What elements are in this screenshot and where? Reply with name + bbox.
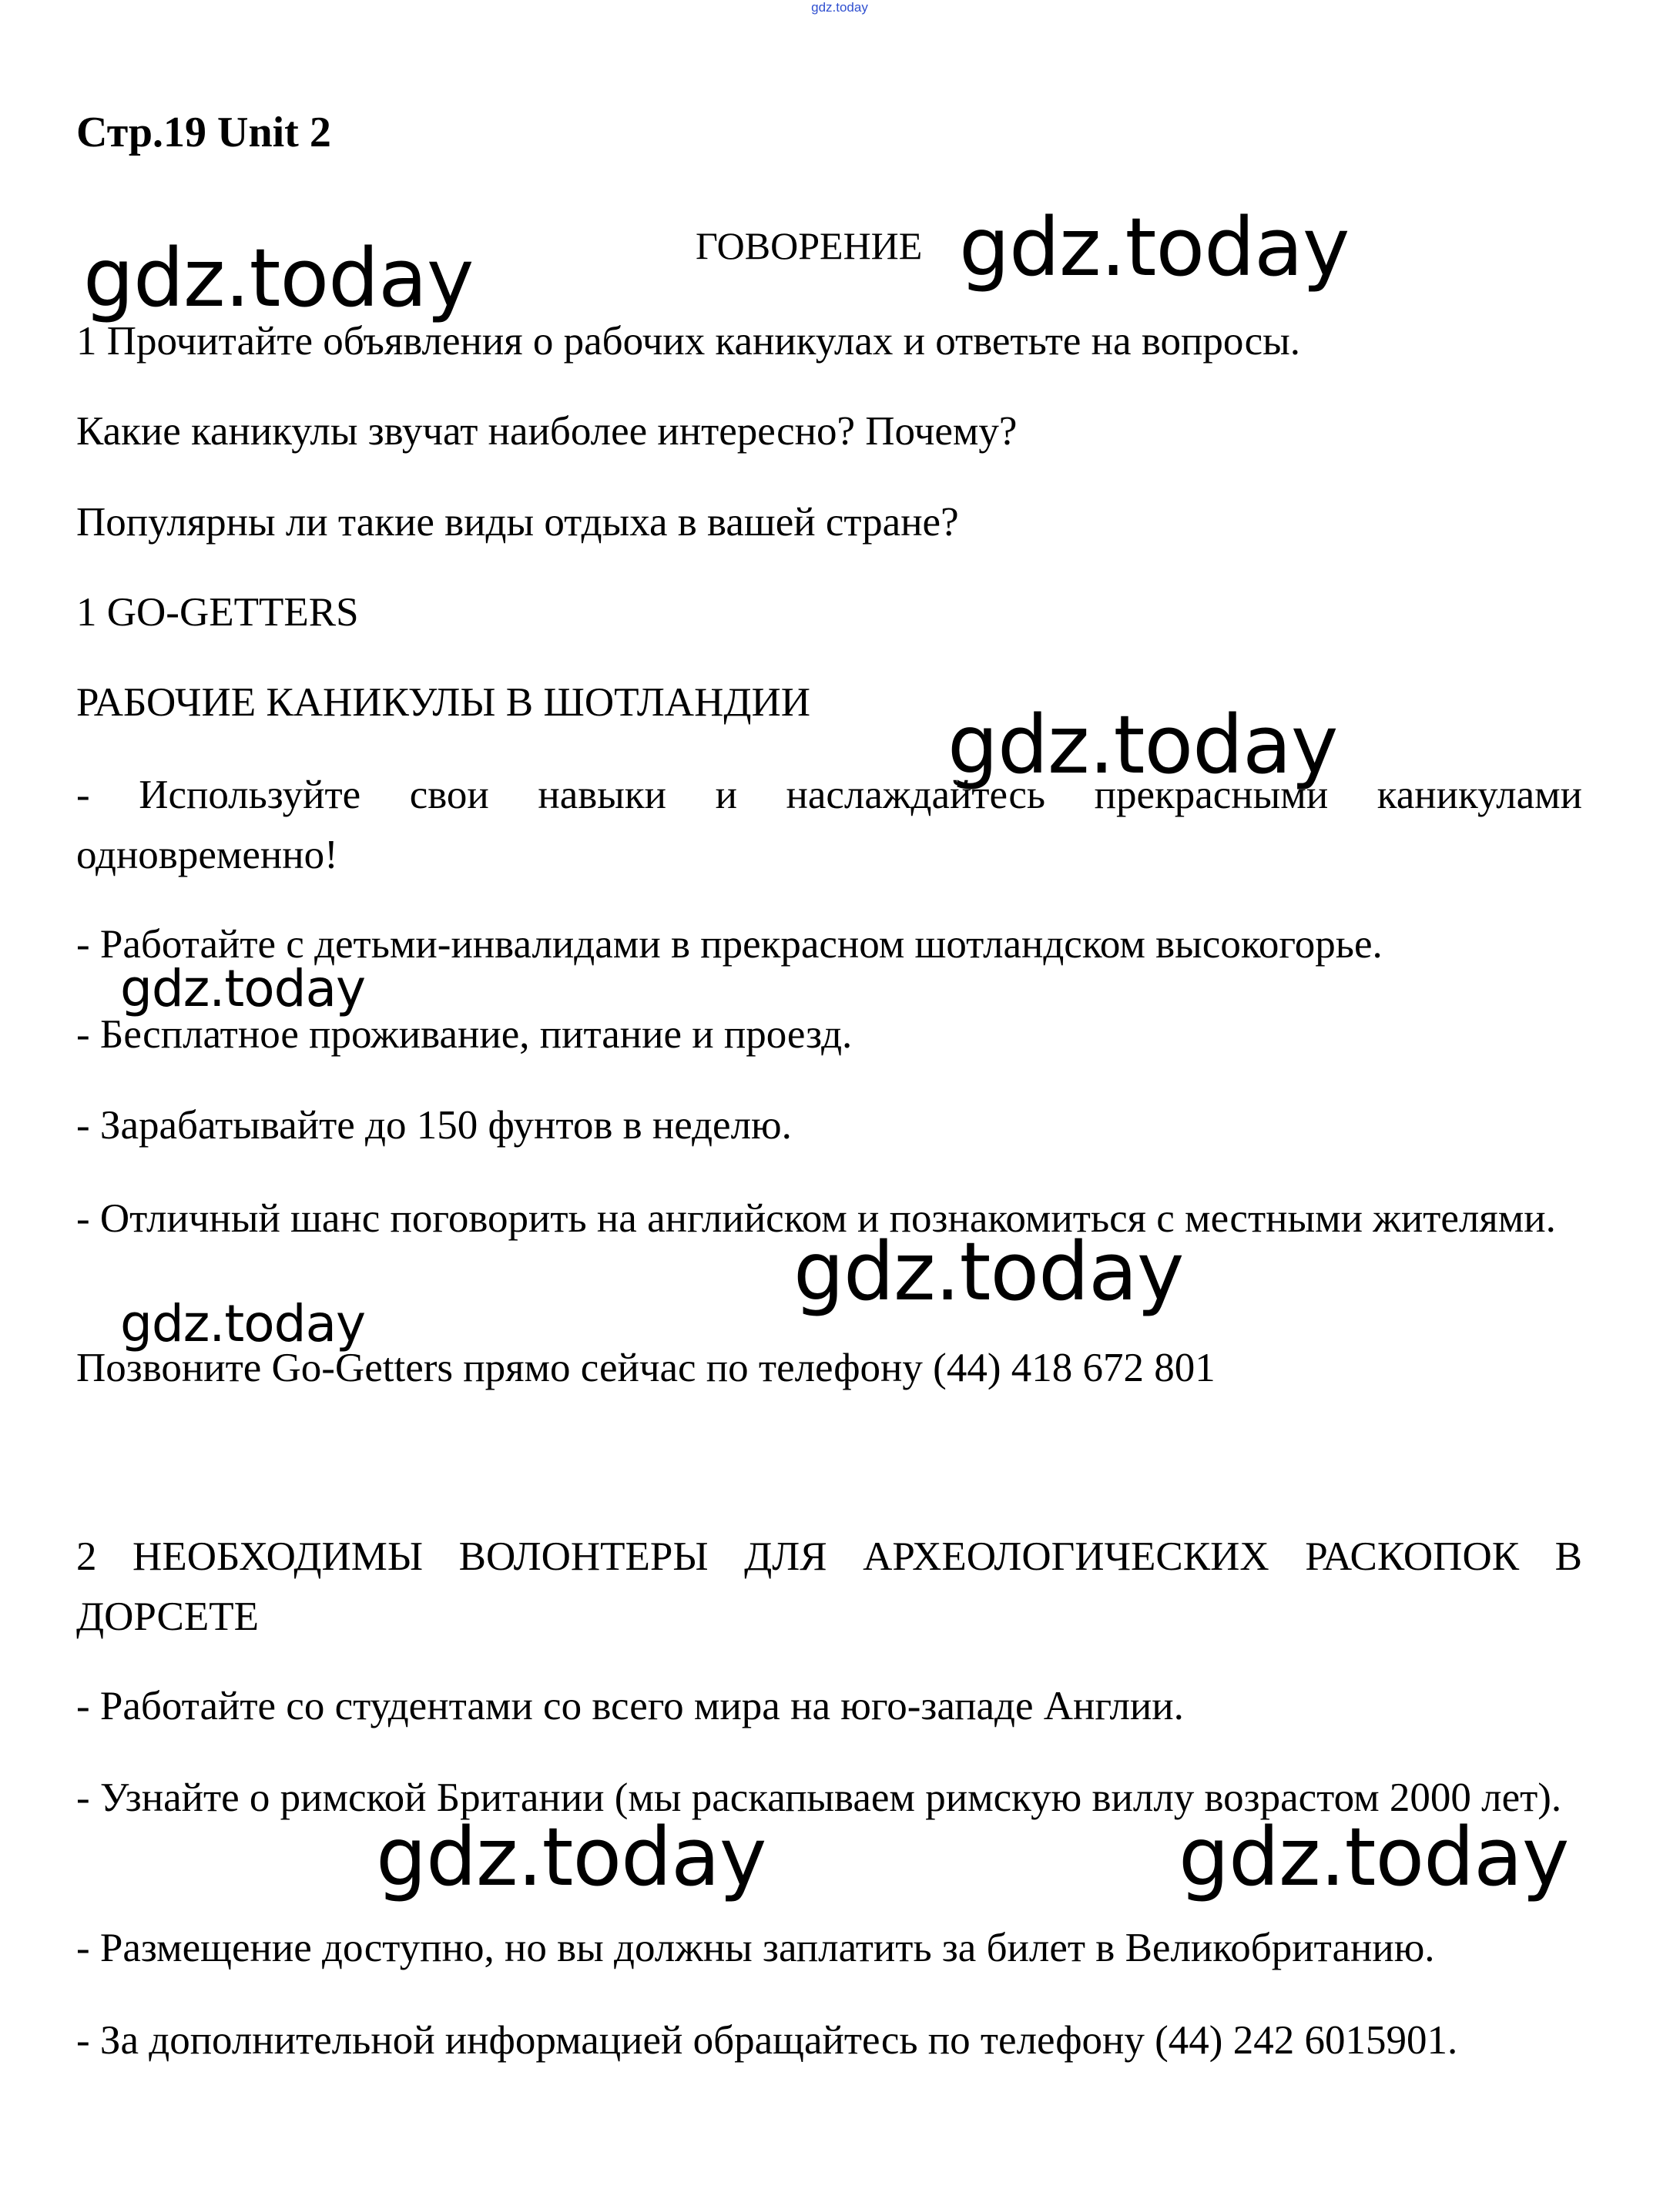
task-question-2: Популярны ли такие виды отдыха в вашей стране? (76, 500, 959, 545)
watermark: gdz.today (120, 1294, 366, 1353)
ad-1-title: РАБОЧИЕ КАНИКУЛЫ В ШОТЛАНДИИ (76, 680, 811, 725)
ad-1-name: 1 GO-GETTERS (76, 590, 359, 635)
ad-1-item: - Отличный шанс поговорить на английском и познакомиться с местными жителями. (76, 1196, 1556, 1241)
site-mark: gdz.today (811, 0, 868, 15)
page-heading: Стр.19 Unit 2 (76, 109, 331, 156)
task-instruction: 1 Прочитайте объявления о рабочих каникулах и ответьте на вопросы. (76, 319, 1301, 364)
ad-2-item: - За дополнительной информацией обращайтесь по телефону (44) 242 6015901. (76, 2018, 1458, 2063)
ad-2-item: - Размещение доступно, но вы должны заплатить за билет в Великобританию. (76, 1926, 1435, 1970)
watermark: gdz.today (120, 959, 366, 1018)
ad-1-item: - Используйте свои навыки и наслаждайтесь прекрасными каникулами одновременно! (76, 773, 1582, 877)
watermark: gdz.today (959, 200, 1350, 294)
ad-2-item: - Работайте со студентами со всего мира на юго-западе Англии. (76, 1684, 1184, 1728)
watermark: gdz.today (947, 698, 1338, 792)
ad-1-item: - Зарабатывайте до 150 фунтов в неделю. (76, 1103, 792, 1148)
watermark: gdz.today (1179, 1810, 1569, 1904)
ad-1-item: - Бесплатное проживание, питание и проезд. (76, 1012, 853, 1057)
ad-2-item: - Узнайте о римской Британии (мы раскапываем римскую виллу возрастом 2000 лет). (76, 1775, 1562, 1820)
watermark: gdz.today (376, 1810, 766, 1904)
section-title: ГОВОРЕНИЕ (696, 224, 923, 267)
ad-1-item: - Работайте с детьми-инвалидами в прекрасном шотландском высокогорье. (76, 922, 1383, 967)
task-question-1: Какие каникулы звучат наиболее интересно? Почему? (76, 409, 1018, 454)
ad-1-call: Позвоните Go-Getters прямо сейчас по телефону (44) 418 672 801 (76, 1346, 1216, 1390)
ad-2-title: 2 НЕОБХОДИМЫ ВОЛОНТЕРЫ ДЛЯ АРХЕОЛОГИЧЕСКИХ РАСКОПОК В ДОРСЕТЕ (76, 1534, 1582, 1639)
watermark: gdz.today (793, 1225, 1184, 1319)
watermark: gdz.today (83, 231, 474, 325)
